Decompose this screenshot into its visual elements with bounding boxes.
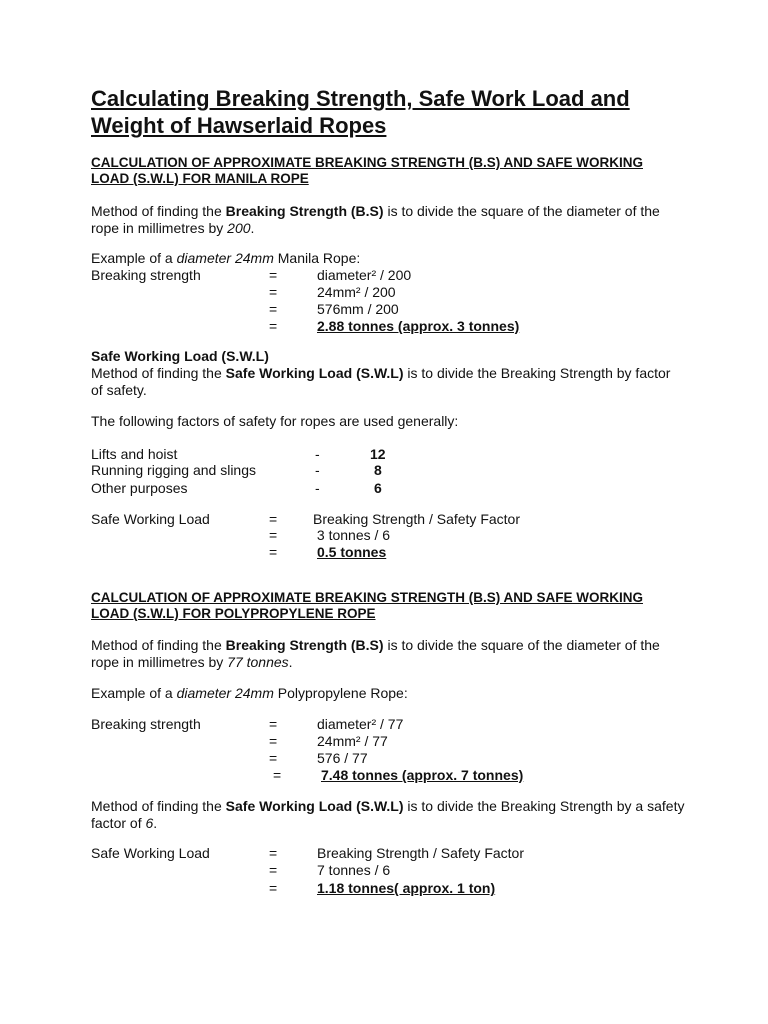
poly-swl-label: Safe Working Load	[91, 845, 210, 861]
equals-sign: =	[269, 845, 278, 861]
text: Method of finding the	[91, 203, 226, 219]
text: Example of a	[91, 250, 177, 266]
manila-bs-label: Breaking strength	[91, 267, 201, 283]
factor-dash: -	[315, 462, 320, 478]
poly-swl-method-line-1	[91, 798, 684, 815]
factor-dash: -	[315, 446, 320, 462]
equals-sign: =	[269, 750, 278, 766]
equals-sign: =	[269, 284, 278, 300]
text: is to divide the square of the diameter of the	[383, 637, 660, 653]
text: is to divide the square of the diameter of the	[383, 203, 660, 219]
factor-dash: -	[315, 480, 320, 496]
factor-label-lifts: Lifts and hoist	[91, 446, 178, 462]
manila-swl-method-line-1	[91, 365, 670, 382]
text: Manila Rope:	[273, 250, 361, 266]
manila-swl-heading: Safe Working Load (S.W.L)	[91, 348, 269, 364]
example-diameter: diameter 24mm	[176, 685, 274, 701]
document-title-line-2: Weight of Hawserlaid Ropes	[91, 113, 387, 138]
text: .	[288, 654, 293, 670]
manila-section-heading-line-2: LOAD (S.W.L) FOR MANILA ROPE	[91, 171, 309, 186]
factor-value-lifts: 12	[370, 446, 386, 462]
manila-swl-result: 0.5 tonnes	[317, 544, 387, 560]
poly-bs-method-line-2	[91, 654, 293, 671]
factor-value-other: 6	[374, 480, 382, 496]
breaking-strength-term: Breaking Strength (B.S)	[225, 637, 384, 653]
text: rope in millimetres by	[91, 654, 228, 670]
manila-bs-method-line-1	[91, 203, 660, 220]
poly-example-line	[91, 685, 408, 702]
equals-sign: =	[269, 511, 278, 527]
text: Method of finding the	[91, 637, 226, 653]
factor-label-running: Running rigging and slings	[91, 462, 256, 478]
manila-swl-label: Safe Working Load	[91, 511, 210, 527]
manila-bs-result: 2.88 tonnes (approx. 3 tonnes)	[317, 318, 520, 334]
poly-swl-step-2: 7 tonnes / 6	[317, 862, 391, 878]
poly-section-heading-line-1: CALCULATION OF APPROXIMATE BREAKING STRENGTH (B.S) AND SAFE WORKING	[91, 590, 643, 605]
text: is to divide the Breaking Strength by factor	[403, 365, 671, 381]
factors-intro: The following factors of safety for ropes are used generally:	[91, 413, 459, 429]
text: is to divide the Breaking Strength by a safety	[403, 798, 685, 814]
equals-sign: =	[273, 767, 282, 783]
poly-swl-result: 1.18 tonnes( approx. 1 ton)	[317, 880, 496, 896]
text: Method of finding the	[91, 798, 226, 814]
safe-working-load-term: Safe Working Load (S.W.L)	[225, 365, 404, 381]
manila-bs-method-line-2	[91, 220, 254, 237]
poly-bs-step-2: 24mm² / 77	[317, 733, 388, 749]
poly-bs-result: 7.48 tonnes (approx. 7 tonnes)	[321, 767, 524, 783]
equals-sign: =	[269, 880, 278, 896]
equals-sign: =	[269, 527, 278, 543]
safety-factor-value: 6	[145, 815, 154, 831]
divisor-value: 200	[227, 220, 251, 236]
equals-sign: =	[269, 318, 278, 334]
poly-swl-step-1: Breaking Strength / Safety Factor	[317, 845, 524, 861]
equals-sign: =	[269, 733, 278, 749]
factor-label-other: Other purposes	[91, 480, 188, 496]
poly-bs-method-line-1	[91, 637, 660, 654]
poly-section-heading-line-2: LOAD (S.W.L) FOR POLYPROPYLENE ROPE	[91, 606, 376, 621]
manila-bs-step-2: 24mm² / 200	[317, 284, 396, 300]
document-title-line-1: Calculating Breaking Strength, Safe Work Load and	[91, 86, 630, 111]
text: .	[250, 220, 255, 236]
equals-sign: =	[269, 716, 278, 732]
text: .	[153, 815, 158, 831]
manila-example-line	[91, 250, 360, 267]
manila-swl-step-1: Breaking Strength / Safety Factor	[313, 511, 520, 527]
text: Example of a	[91, 685, 177, 701]
breaking-strength-term: Breaking Strength (B.S)	[225, 203, 384, 219]
manila-section-heading-line-1: CALCULATION OF APPROXIMATE BREAKING STRENGTH (B.S) AND SAFE WORKING	[91, 155, 643, 170]
safe-working-load-term: Safe Working Load (S.W.L)	[225, 798, 404, 814]
poly-bs-step-3: 576 / 77	[317, 750, 368, 766]
factor-value-running: 8	[374, 462, 382, 478]
text: rope in millimetres by	[91, 220, 228, 236]
manila-swl-step-2: 3 tonnes / 6	[313, 527, 391, 543]
equals-sign: =	[269, 862, 278, 878]
manila-bs-step-1: diameter² / 200	[317, 267, 412, 283]
text: Method of finding the	[91, 365, 226, 381]
text: factor of	[91, 815, 146, 831]
poly-swl-method-line-2	[91, 815, 157, 832]
example-diameter: diameter 24mm	[176, 250, 274, 266]
equals-sign: =	[269, 301, 278, 317]
poly-bs-label: Breaking strength	[91, 716, 201, 732]
manila-swl-method-line-2: of safety.	[91, 382, 147, 398]
text: Polypropylene Rope:	[273, 685, 408, 701]
poly-bs-step-1: diameter² / 77	[317, 716, 404, 732]
divisor-value: 77 tonnes	[227, 654, 289, 670]
equals-sign: =	[269, 544, 278, 560]
equals-sign: =	[269, 267, 278, 283]
manila-bs-step-3: 576mm / 200	[317, 301, 399, 317]
